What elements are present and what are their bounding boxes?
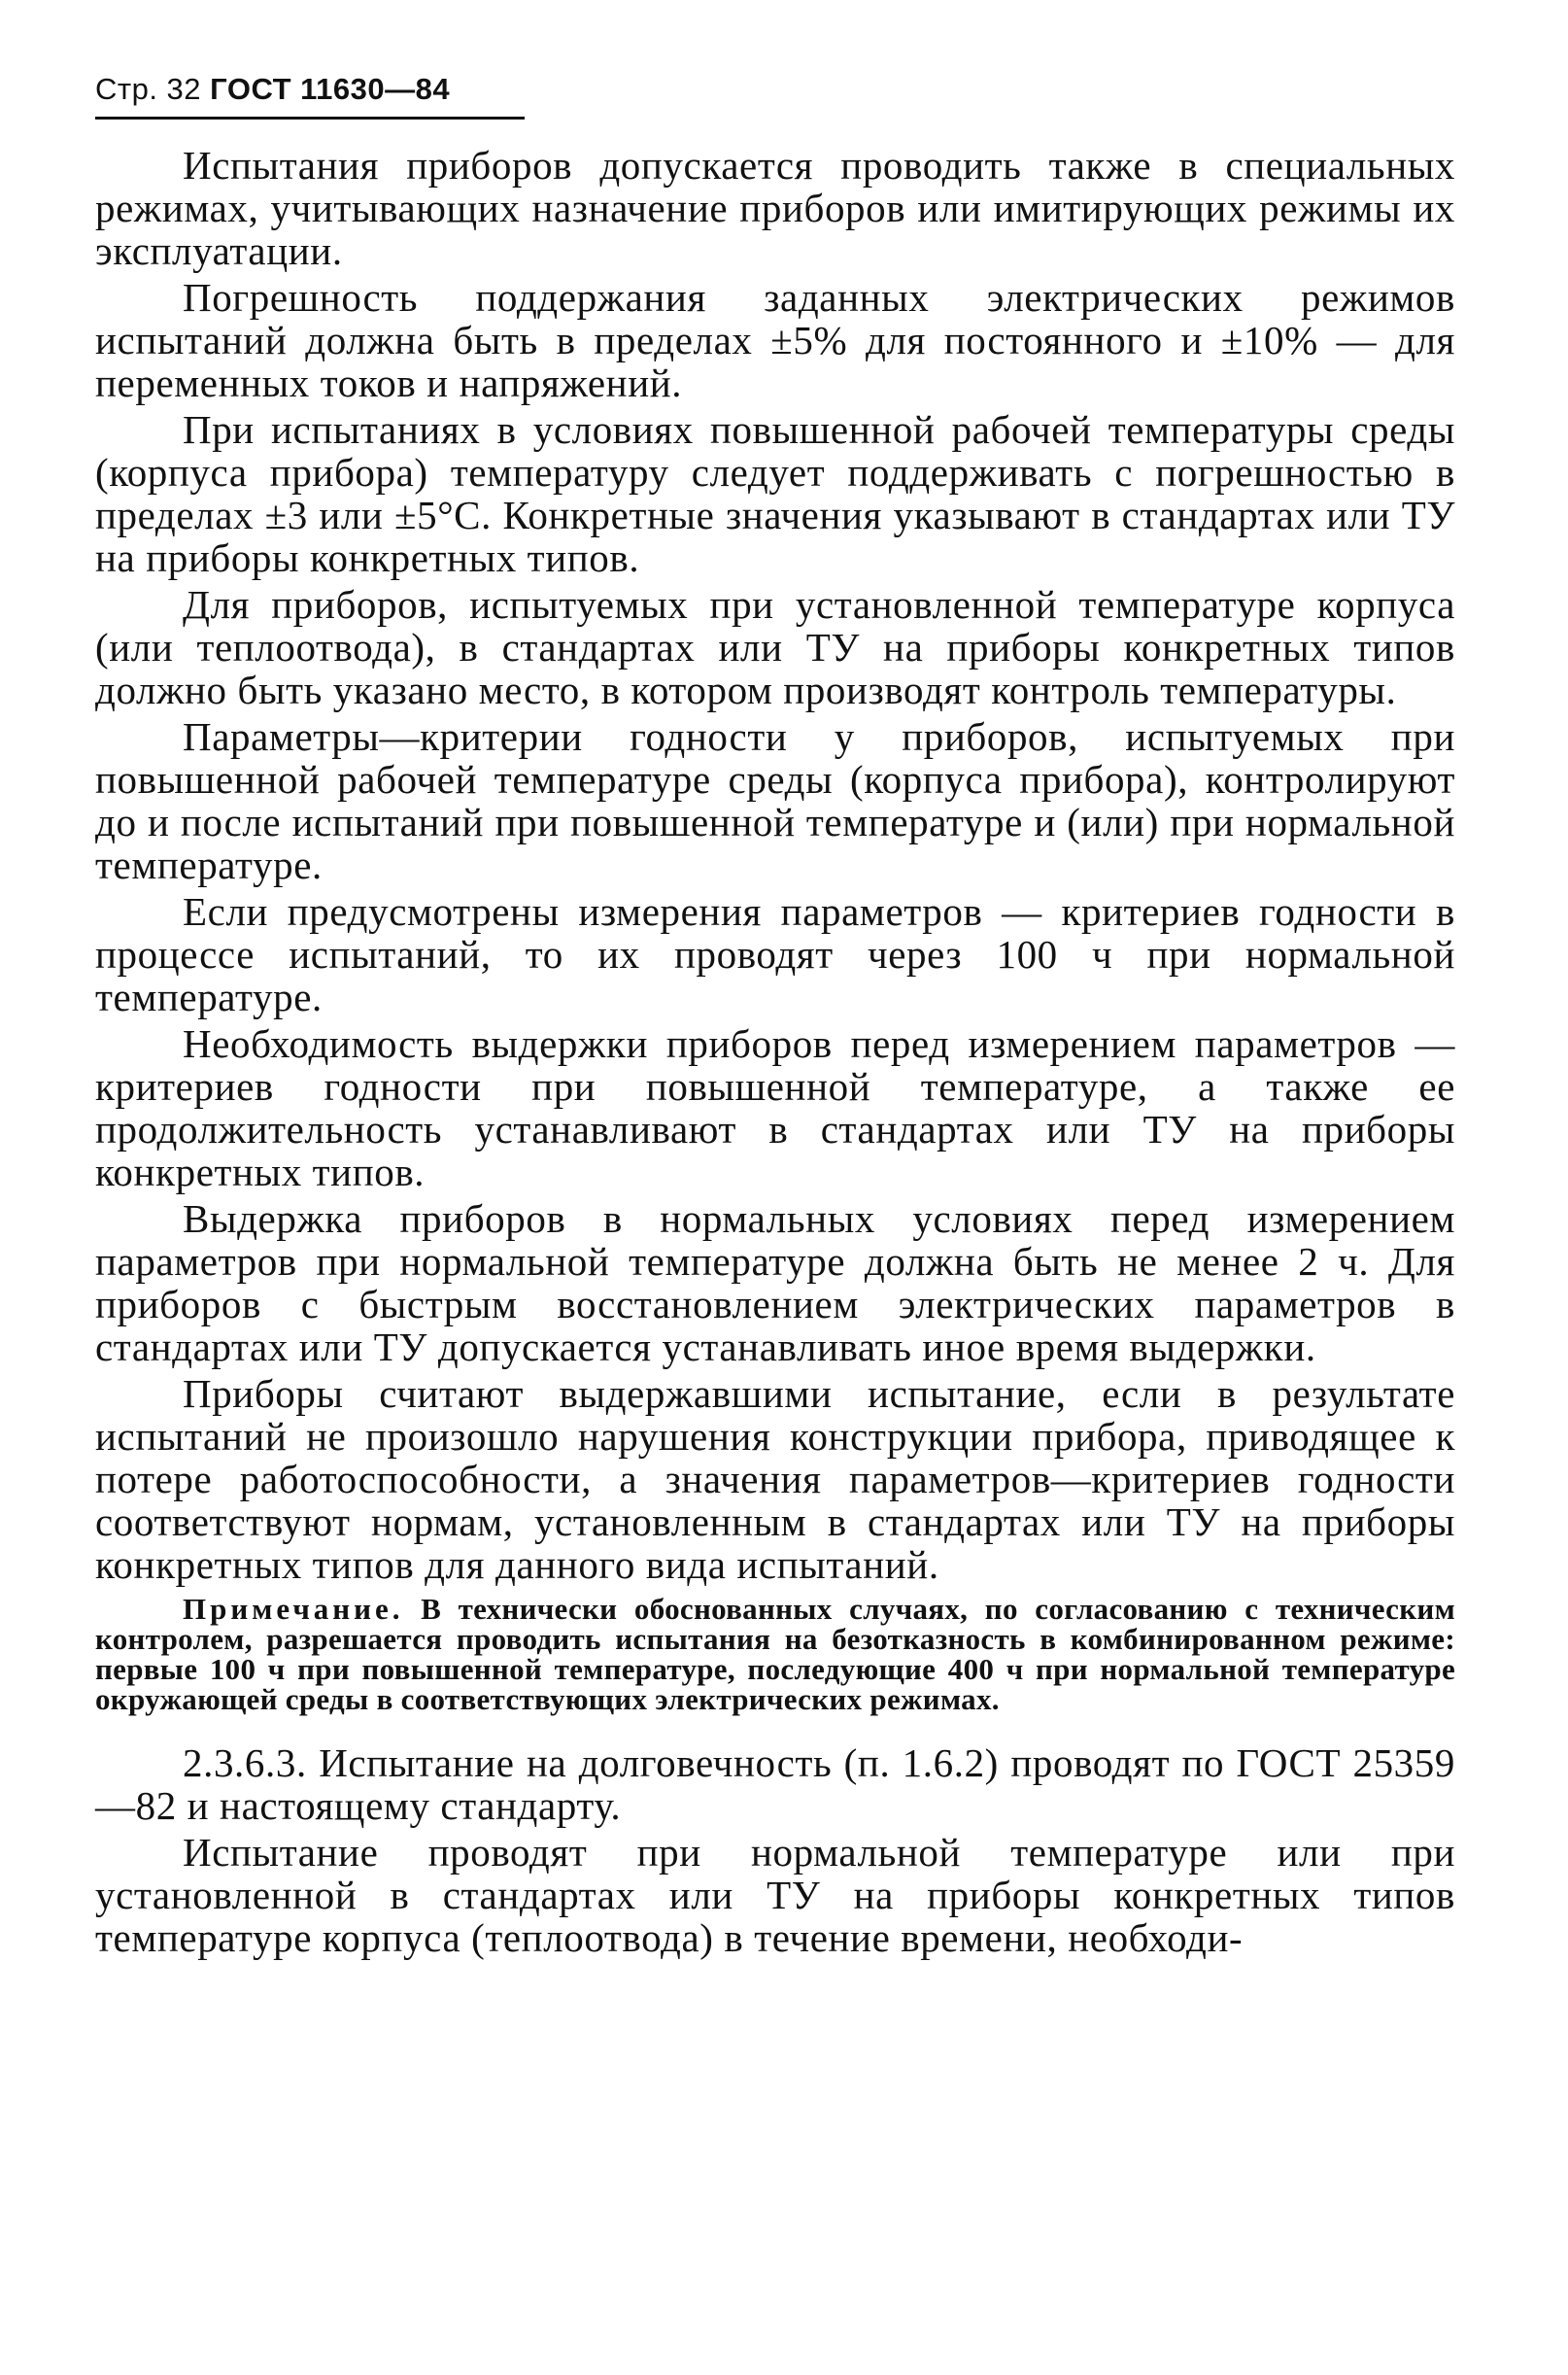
section-heading-durability: 2.3.6.3. Испытание на долговечность (п. 1.6.2) проводят по ГОСТ 25359—82 и настоящему стандарту. [95,1740,1455,1828]
section-text-durability: Испытание проводят при нормальной температуре или при установленной в стандартах или ТУ на приборы конкретных типов температуре корпуса (теплоотвода) в течение времени, необходи- [95,1830,1455,1960]
paragraph-temperature-error: При испытаниях в условиях повышенной рабочей температуры среды (корпуса прибора) температуру следует поддерживать с погрешностью в пределах ±3 или ±5°С. Конкретные значения указывают в стандартах или ТУ на приборы конкретных типов. [95,407,1455,580]
page-header [95,70,525,109]
note [95,1594,1455,1714]
note-text: В технически обоснованных случаях, по согласованию с техническим контролем, разрешается проводить испытания на безотказность в комбинированном режиме: первые 100 ч при повышенной температуре, последующие 400 ч при нормальной температуре окружающей среды в соответствующих электрических режимах. [95,1592,1455,1716]
paragraph-normal-exposure: Выдержка приборов в нормальных условиях перед измерением параметров при нормальной температуре должна быть не менее 2 ч. Для приборов с быстрым восстановлением электрических параметров в стандартах или ТУ допускается устанавливать иное время выдержки. [95,1196,1455,1369]
paragraph-electrical-error: Погрешность поддержания заданных электрических режимов испытаний должна быть в пределах ±5% для постоянного и ±10% — для переменных токов и напряжений. [95,275,1455,405]
paragraph-exposure-necessity: Необходимость выдержки приборов перед измерением параметров — критериев годности при повышенной температуре, а также ее продолжительность устанавливают в стандартах или ТУ на приборы конкретных типов. [95,1021,1455,1194]
note-label: Примечание. [183,1592,404,1626]
body-text [95,144,1455,1963]
paragraph-in-process-measurement: Если предусмотрены измерения параметров — критериев годности в процессе испытаний, то их проводят через 100 ч при нормальной температуре. [95,889,1455,1019]
standard-designation: ГОСТ 11630—84 [210,72,451,106]
paragraph-special-modes: Испытания приборов допускается проводить также в специальных режимах, учитывающих назначение приборов или имитирующих режимы их эксплуатации. [95,143,1455,273]
page-number: Стр. 32 [95,72,202,106]
paragraph-control-location: Для приборов, испытуемых при установленной температуре корпуса (или теплоотвода), в стандартах или ТУ на приборы конкретных типов должно быть указано место, в котором производят контроль температуры. [95,582,1455,712]
header-rule [95,117,525,120]
paragraph-pass-criteria: Приборы считают выдержавшими испытание, если в результате испытаний не произошло нарушения конструкции прибора, приводящее к потере работоспособности, а значения параметров—критериев годности соответствуют нормам, установленным в стандартах или ТУ на приборы конкретных типов для данного вида испытаний. [95,1371,1455,1587]
paragraph-criteria-control: Параметры—критерии годности у приборов, испытуемых при повышенной рабочей температуре среды (корпуса прибора), контролируют до и после испытаний при повышенной температуре и (или) при нормальной температуре. [95,714,1455,887]
